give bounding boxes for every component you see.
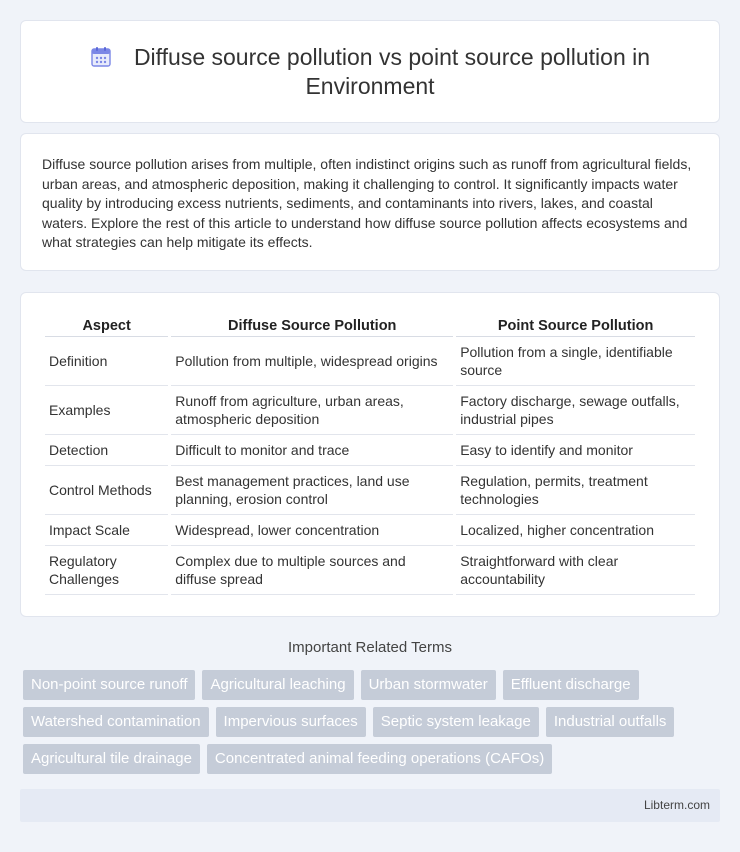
footer-site-link[interactable]: Libterm.com [643,798,710,812]
table-cell: Pollution from a single, identifiable source [456,337,695,386]
table-cell: Complex due to multiple sources and diffuse spread [171,546,453,595]
related-term-tag[interactable]: Impervious surfaces [216,707,366,737]
table-cell: Detection [45,435,168,466]
table-cell: Pollution from multiple, widespread origins [171,337,453,386]
table-cell: Localized, higher concentration [456,515,695,546]
page-title-wrap [21,43,719,101]
table-cell: Easy to identify and monitor [456,435,695,466]
table-cell: Runoff from agriculture, urban areas, atmospheric deposition [171,386,453,435]
table-header-aspect: Aspect [45,315,168,337]
table-header-diffuse: Diffuse Source Pollution [171,315,453,337]
footer [20,789,720,822]
table-cell: Widespread, lower concentration [171,515,453,546]
table-row [45,466,695,515]
table-cell: Examples [45,386,168,435]
table-row [45,337,695,386]
comparison-table-card [20,292,720,617]
table-row [45,515,695,546]
table-row [45,546,695,595]
related-terms-list [23,670,723,774]
table-row [45,435,695,466]
related-term-tag[interactable]: Concentrated animal feeding operations (CAFOs) [207,744,552,774]
related-term-tag[interactable]: Effluent discharge [503,670,639,700]
related-term-tag[interactable]: Septic system leakage [373,707,539,737]
related-terms-title: Important Related Terms [288,639,452,656]
comparison-table [42,315,698,595]
table-cell: Best management practices, land use planning, erosion control [171,466,453,515]
related-term-tag[interactable]: Watershed contamination [23,707,209,737]
intro-card [20,133,720,271]
table-header-point: Point Source Pollution [456,315,695,337]
related-term-tag[interactable]: Agricultural leaching [202,670,353,700]
calendar-icon [90,46,112,68]
related-term-tag[interactable]: Urban stormwater [361,670,496,700]
table-cell: Regulation, permits, treatment technologies [456,466,695,515]
table-cell: Regulatory Challenges [45,546,168,595]
table-cell: Impact Scale [45,515,168,546]
related-term-tag[interactable]: Agricultural tile drainage [23,744,200,774]
table-row [45,386,695,435]
header-card [20,20,720,123]
table-cell: Definition [45,337,168,386]
table-cell: Factory discharge, sewage outfalls, industrial pipes [456,386,695,435]
table-cell: Control Methods [45,466,168,515]
table-cell: Straightforward with clear accountability [456,546,695,595]
related-term-tag[interactable]: Non-point source runoff [23,670,195,700]
table-cell: Difficult to monitor and trace [171,435,453,466]
page-title: Diffuse source pollution vs point source pollution in Environment [133,44,651,99]
related-term-tag[interactable]: Industrial outfalls [546,707,675,737]
intro-paragraph: Diffuse source pollution arises from multiple, often indistinct origins such as runoff from agricultural fields, urban areas, and atmospheric deposition, making it challenging to control. It significantly impacts water quality by introducing excess nutrients, sediments, and contaminants into rivers, lakes, and coastal waters. Explore the rest of this article to understand how diffuse source pollution affects ecosystems and what strategies can help mitigate its effects. [42,156,692,250]
